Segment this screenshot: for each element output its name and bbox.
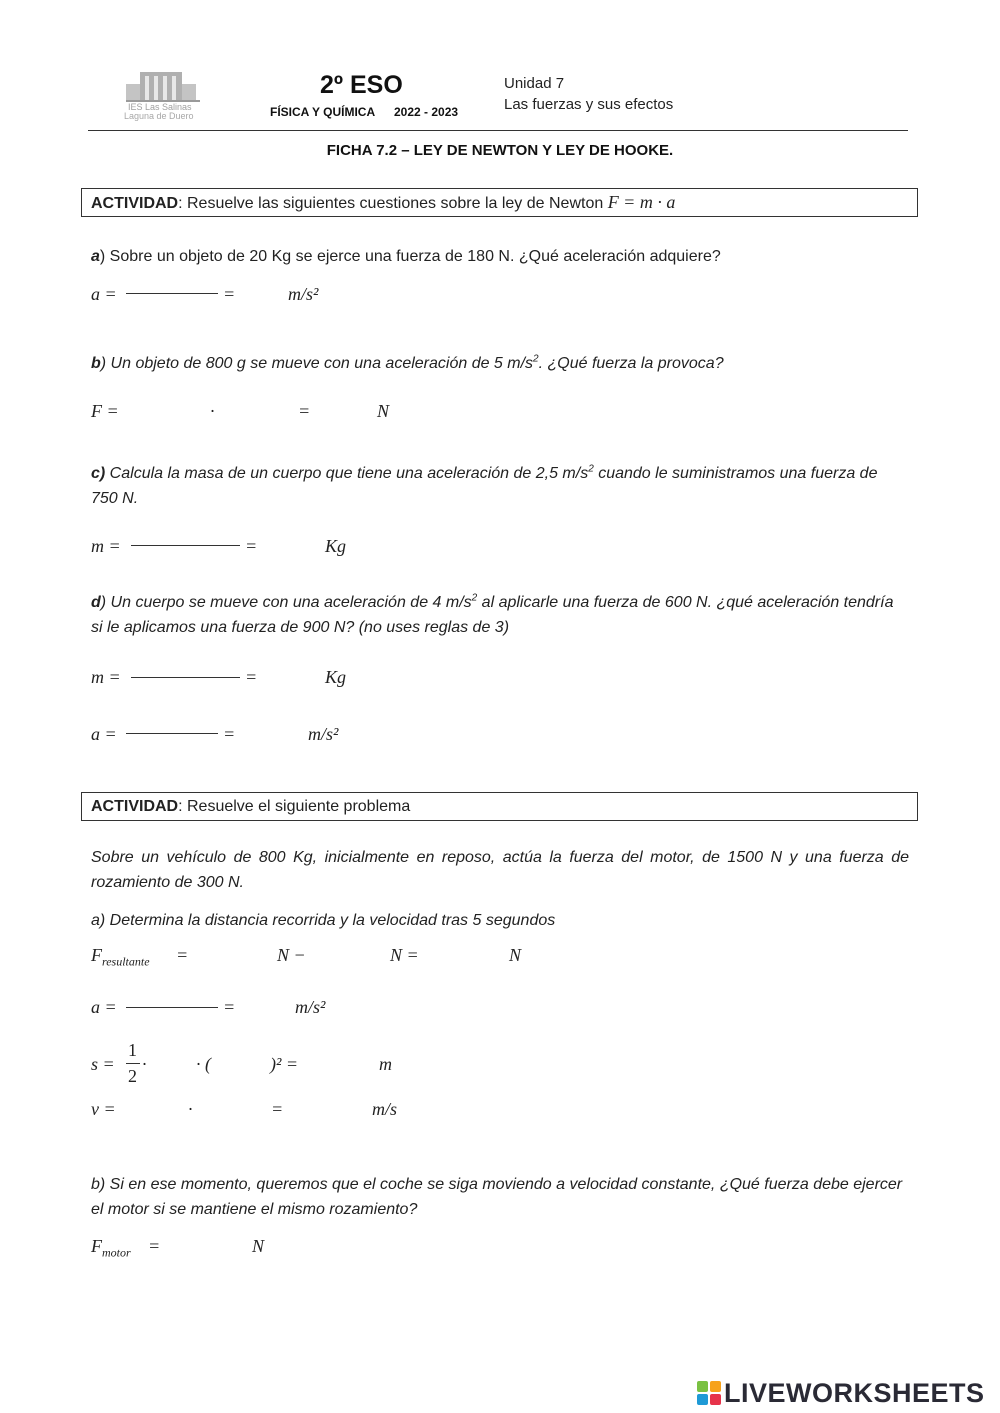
header-divider [88,130,908,131]
question-a [91,244,721,269]
qa-eq-lhs: a = [91,284,117,304]
fres-n-equals: N = [390,945,419,965]
s-dot: · [142,1054,147,1074]
logo-text-town: Laguna de Duero [124,111,194,121]
fmotor-unit: N [252,1236,265,1256]
question-d-sup: 2 [471,592,478,604]
v-equals: = [271,1099,284,1119]
qc-eq-equals: = [245,536,258,556]
fmotor-equals: = [148,1236,161,1256]
question-c [91,461,911,511]
fres-equals: = [176,945,189,965]
fres-lhs [91,945,150,969]
problem-part-b-text-1: b) Si en ese momento, queremos que el coche se siga moviendo a velocidad constante, ¿Qué fuerza debe ejercer [91,1176,903,1193]
acc-lhs: a = [91,997,117,1017]
logo-text-school: IES Las Salinas [128,102,192,112]
question-c-sup: 2 [588,463,594,475]
v-lhs: v = [91,1099,116,1119]
question-a-text: ) Sobre un objeto de 20 Kg se ejerce una fuerza de 180 N. ¿Qué aceleración adquiere? [99,248,721,265]
fmotor-symbol: F [91,1236,102,1256]
qc-eq-lhs: m = [91,536,121,556]
fres-n-unit: N [509,945,522,965]
qb-eq-dot: · [210,401,215,421]
question-b-text-2: . ¿Qué fuerza la provoca? [538,355,724,372]
question-d-text-2: al aplicarle una fuerza de 600 N. ¿qué aceleración tendría [477,594,894,611]
question-c-text-3: 750 N. [91,490,139,507]
activity-1-instruction [91,190,675,216]
s-numerator: 1 [128,1040,137,1060]
qb-eq-lhs: F = [91,401,119,421]
qc-fraction-line[interactable] [131,545,240,546]
qd-eq2-fraction-line[interactable] [126,733,218,734]
s-unit: m [379,1054,392,1074]
qd-eq2-lhs: a = [91,724,117,744]
s-lhs: s = [91,1054,115,1074]
question-b-sup: 2 [533,353,539,365]
question-d-text-1: ) Un cuerpo se mueve con una aceleración de 4 m/s [100,594,472,611]
qd-eq2-unit: m/s² [308,724,339,744]
qd-eq1-equals: = [245,667,258,687]
question-d-text-3: si le aplicamos una fuerza de 900 N? (no uses reglas de 3) [91,619,510,636]
worksheet-title: FICHA 7.2 – LEY DE NEWTON Y LEY DE HOOKE. [326,142,674,159]
question-c-text-1: Calcula la masa de un cuerpo que tiene una aceleración de 2,5 m/s [105,465,589,482]
unit-title: Las fuerzas y sus efectos [504,96,674,113]
liveworksheets-badge-icon [697,1381,722,1406]
qd-eq1-lhs: m = [91,667,121,687]
question-c-letter: c) [91,465,106,482]
problem-text-2: rozamiento de 300 N. [91,874,244,891]
qa-eq-equals: = [223,284,236,304]
problem-text-1: Sobre un vehículo de 800 Kg, inicialmente en reposo, actúa la fuerza del motor, de 1500 N y una fuerza de [91,849,909,866]
qb-eq-equals: = [298,401,311,421]
qa-fraction-line[interactable] [126,293,218,294]
s-paren-open: · ( [196,1054,211,1074]
qc-eq-unit: Kg [325,536,347,556]
activity-1-label: ACTIVIDAD [91,195,179,212]
fres-n-minus: N − [277,945,306,965]
school-logo [112,66,212,122]
activity-2-label: ACTIVIDAD [91,798,179,815]
s-denominator: 2 [128,1066,137,1086]
question-b-text-1: ) Un objeto de 800 g se mueve con una aceleración de 5 m/s [100,355,534,372]
fres-subscript: resultante [102,954,150,969]
problem-statement [91,845,909,895]
acc-unit: m/s² [295,997,326,1017]
activity-2-text: : Resuelve el siguiente problema [178,798,411,815]
year-label: 2022 - 2023 [394,105,459,119]
acc-fraction-line[interactable] [126,1007,218,1008]
liveworksheets-logo[interactable] [697,1378,997,1410]
qb-eq-unit: N [377,401,390,421]
question-d [91,590,911,640]
problem-part-b [91,1172,911,1222]
v-dot: · [188,1099,193,1119]
question-b-letter: b [91,355,101,372]
qd-eq1-unit: Kg [325,667,347,687]
liveworksheets-brand: LIVEWORKSHEETS [724,1378,985,1408]
subject-label: FÍSICA Y QUÍMICA [270,105,376,119]
question-d-letter: d [91,594,101,611]
activity-2-instruction [91,794,410,819]
problem-part-b-text-2: el motor si se mantiene el mismo rozamiento? [91,1201,418,1218]
activity-1-text: : Resuelve las siguientes cuestiones sobre la ley de Newton [178,195,608,212]
fmotor-lhs [91,1236,131,1260]
qa-eq-unit: m/s² [288,284,319,304]
qd-eq1-fraction-line[interactable] [131,677,240,678]
s-half-line [126,1063,140,1064]
qd-eq2-equals: = [223,724,236,744]
s-paren-close: )² = [270,1054,299,1074]
fres-symbol: F [91,945,102,965]
question-c-text-2: cuando le suministramos una fuerza de [593,465,878,482]
fmotor-subscript: motor [102,1245,131,1260]
unit-label: Unidad 7 [504,75,565,92]
newton-formula: F = m · a [607,192,676,212]
v-unit: m/s [372,1099,398,1119]
question-a-letter: a [91,248,100,265]
problem-part-a: a) Determina la distancia recorrida y la velocidad tras 5 segundos [91,912,556,929]
question-b [91,351,724,376]
course-title: 2º ESO [320,71,403,99]
acc-equals: = [223,997,236,1017]
